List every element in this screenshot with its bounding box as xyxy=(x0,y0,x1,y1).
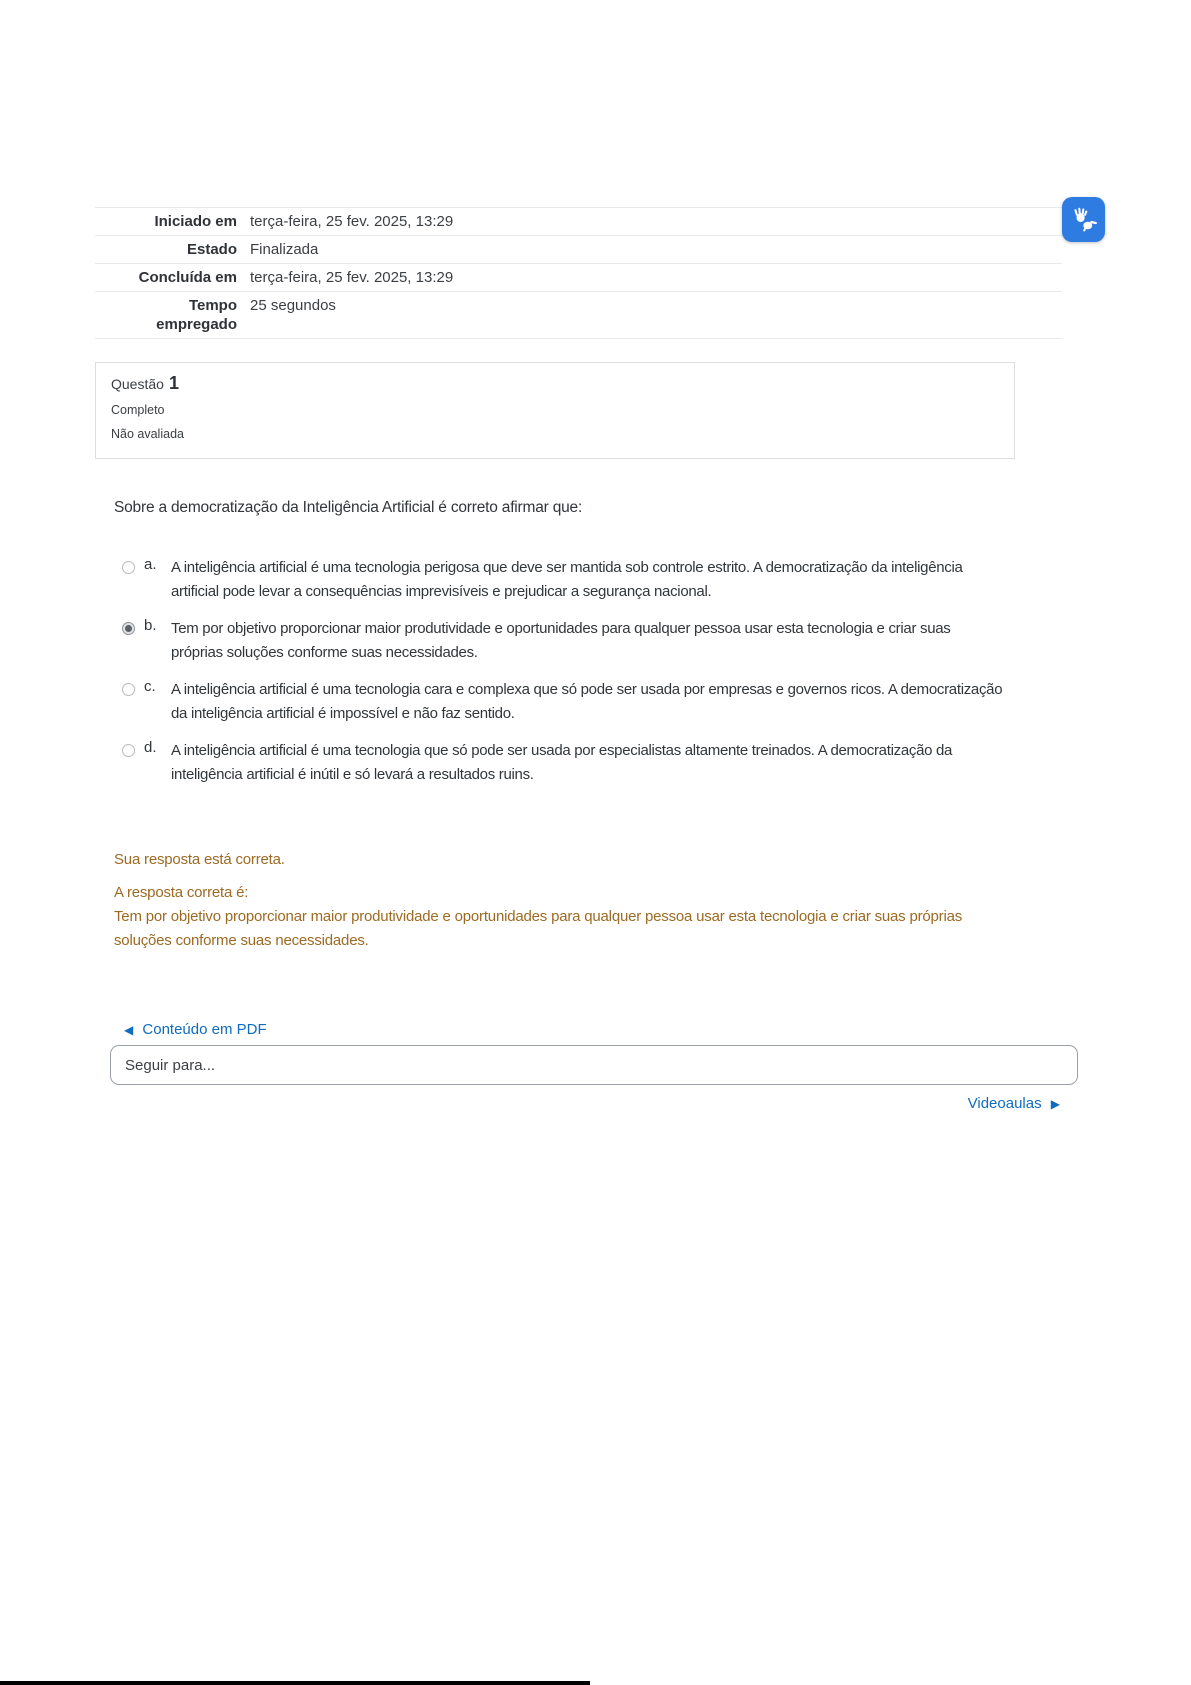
summary-value: terça-feira, 25 fev. 2025, 13:29 xyxy=(250,269,454,286)
sign-language-hands-icon xyxy=(1069,205,1099,235)
previous-activity-link[interactable] xyxy=(124,1021,267,1038)
feedback-result: Sua resposta está correta. xyxy=(114,851,285,868)
attempt-summary-table xyxy=(95,207,1062,339)
left-arrow-icon: ◀ xyxy=(124,1023,134,1037)
correct-answer-text: Tem por objetivo proporcionar maior produtividade e oportunidades para qualquer pessoa usar esta tecnologia e criar suas próprias soluções conforme suas necessidades. xyxy=(114,908,963,949)
option-text: A inteligência artificial é uma tecnologia cara e complexa que só pode ser usada por empresas e governos ricos. A democratização da inteligência artificial é impossível e não faz sentido. xyxy=(171,681,1003,722)
summary-label: Tempo empregado xyxy=(156,297,237,333)
answer-options xyxy=(122,556,1004,800)
question-feedback xyxy=(114,848,1004,953)
question-grading-status: Não avaliada xyxy=(111,427,184,441)
radio-option-b-selected[interactable] xyxy=(122,622,135,635)
question-label: Questão xyxy=(111,376,164,392)
question-info-box xyxy=(95,362,1015,459)
option-a[interactable] xyxy=(122,556,1004,604)
right-arrow-icon: ▶ xyxy=(1050,1097,1060,1111)
summary-label: Concluída em xyxy=(138,269,237,286)
summary-value: 25 segundos xyxy=(250,297,336,314)
option-text: Tem por objetivo proporcionar maior produtividade e oportunidades para qualquer pessoa usar esta tecnologia e criar suas próprias soluções conforme suas necessidades. xyxy=(171,620,951,661)
radio-option-d[interactable] xyxy=(122,744,135,757)
summary-row-started xyxy=(95,207,1062,235)
summary-label: Estado xyxy=(186,241,237,258)
radio-option-c[interactable] xyxy=(122,683,135,696)
option-text: A inteligência artificial é uma tecnologia que só pode ser usada por especialistas altamente treinados. A democratização da inteligência artificial é inútil e só levará a resultados ruins. xyxy=(171,742,953,783)
summary-row-time-taken xyxy=(95,291,1062,339)
next-activity-label: Videoaulas xyxy=(967,1095,1042,1112)
option-d[interactable] xyxy=(122,739,1004,787)
summary-label: Iniciado em xyxy=(154,213,237,230)
option-letter: d. xyxy=(144,739,157,756)
question-number-line xyxy=(111,373,999,394)
jump-to-placeholder: Seguir para... xyxy=(125,1056,216,1074)
summary-row-completed xyxy=(95,263,1062,291)
summary-row-state xyxy=(95,235,1062,263)
radio-option-a[interactable] xyxy=(122,561,135,574)
accessibility-handtalk-button[interactable] xyxy=(1062,197,1105,242)
correct-answer-intro: A resposta correta é: xyxy=(114,884,249,901)
option-letter: b. xyxy=(144,617,157,634)
jump-to-select[interactable] xyxy=(110,1045,1078,1085)
question-text: Sobre a democratização da Inteligência Artificial é correto afirmar que: xyxy=(114,499,583,516)
option-c[interactable] xyxy=(122,678,1004,726)
next-activity-link[interactable] xyxy=(968,1095,1060,1112)
summary-value: terça-feira, 25 fev. 2025, 13:29 xyxy=(250,213,454,230)
summary-value: Finalizada xyxy=(250,241,319,258)
page-edge-bar xyxy=(0,1681,590,1685)
question-number: 1 xyxy=(168,373,179,393)
previous-activity-label: Conteúdo em PDF xyxy=(142,1021,267,1038)
question-status: Completo xyxy=(111,403,165,417)
option-b[interactable] xyxy=(122,617,1004,665)
option-letter: a. xyxy=(144,556,157,573)
option-text: A inteligência artificial é uma tecnologia perigosa que deve ser mantida sob controle estrito. A democratização da inteligência artificial pode levar a consequências imprevisíveis e prejudicar a segurança nacional. xyxy=(171,559,963,600)
option-letter: c. xyxy=(144,678,156,695)
